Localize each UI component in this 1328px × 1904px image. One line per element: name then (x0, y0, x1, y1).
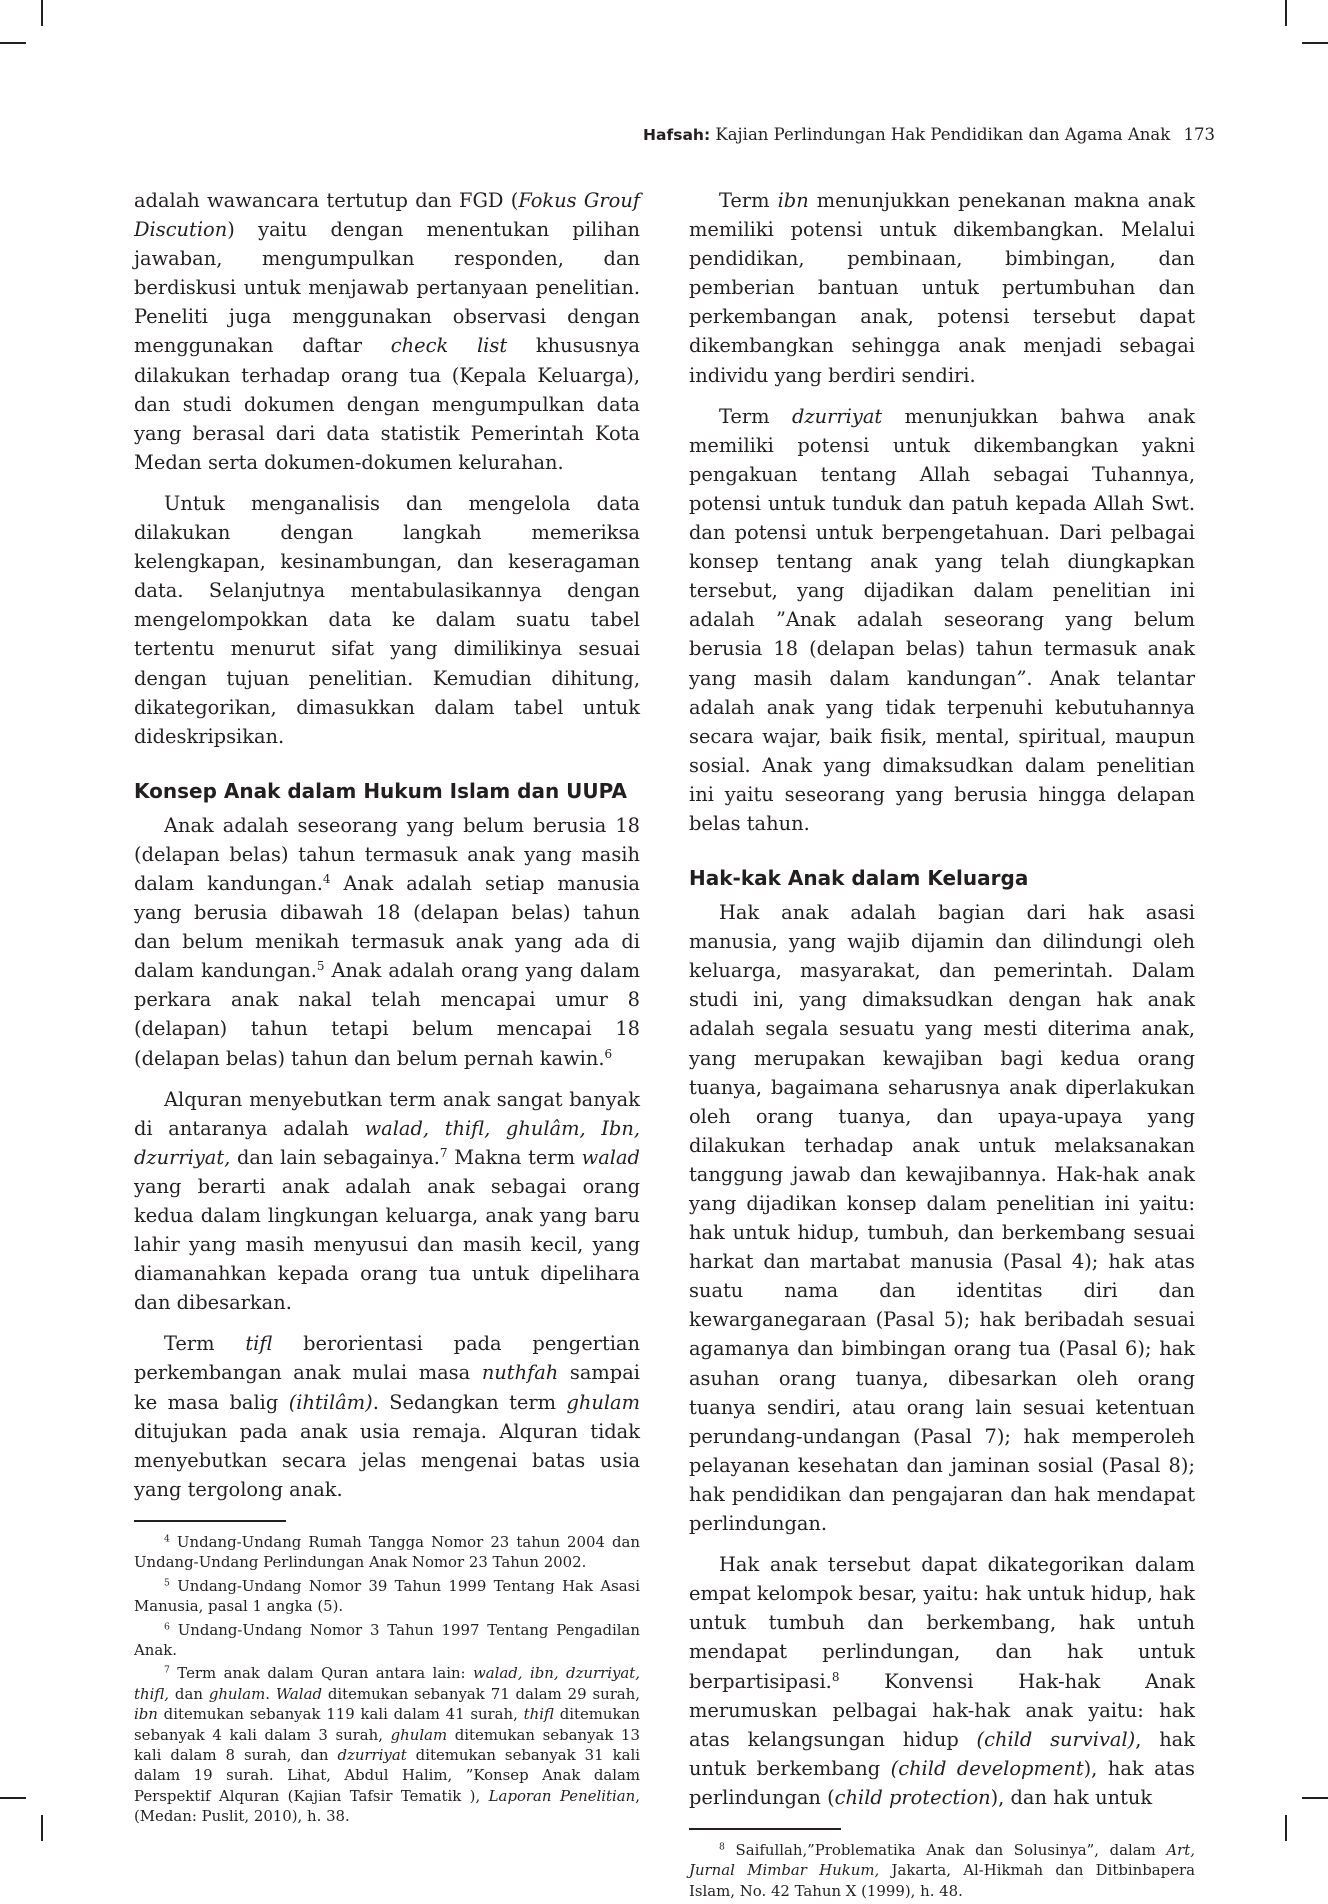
crop-mark (1302, 1797, 1328, 1799)
footnote-divider (134, 1520, 286, 1522)
paragraph: Untuk menganalisis dan mengelola data dilakukan dengan langkah memeriksa kelengkapan, kesinambungan, dan keseragaman data. Selanjutnya mentabulasikannya dengan mengelompokkan data ke dalam suatu tabel tertentu menurut sifat yang dimilikinya sesuai dengan tujuan penelitian. Kemudian dihitung, dikategorikan, dimasukkan dalam tabel untuk dideskripsikan. (134, 491, 640, 748)
paragraph: Term ibn menunjukkan penekanan makna anak memiliki potensi untuk dikembangkan. Melalui pendidikan, pembinaan, bimbingan, dan pemberian bantuan untuk pertumbuhan dan perkembangan anak, potensi tersebut dapat dikembangkan sehingga anak menjadi sebagai individu yang berdiri sendiri. (689, 189, 1195, 387)
running-header (643, 125, 1215, 144)
paragraph: Anak adalah seseorang yang belum berusia 18 (delapan belas) tahun termasuk anak yang masih dalam kandungan.$^4$ Anak adalah setiap manusia yang berusia dibawah 18 (delapan belas) tahun dan belum menikah termasuk anak yang ada di dalam kandungan.$^5$ Anak adalah orang yang dalam perkara anak nakal telah mencapai umur 8 (delapan) tahun tetapi belum mencapai 18 (delapan belas) tahun dan belum pernah kawin.$^6$ (134, 813, 640, 1070)
page-number: 173 (1183, 125, 1215, 144)
section-heading: Konsep Anak dalam Hukum Islam dan UUPA (134, 778, 627, 803)
paragraph: Hak anak adalah bagian dari hak asasi manusia, yang wajib dijamin dan dilindungi oleh keluarga, masyarakat, dan pemerintah. Dalam studi ini, yang dimaksudkan dengan hak anak adalah segala sesuatu yang mesti diterima anak, yang merupakan kewajiban bagi kedua orang tuanya, bagaimana seharusnya anak diperlakukan oleh orang tuanya, dan upaya-upaya yang dilakukan terhadap anak untuk melaksanakan tanggung jawab dan kewajibannya. Hak-hak anak yang dijadikan konsep dalam penelitian ini yaitu: hak untuk hidup, tumbuh, dan berkembang sesuai harkat dan martabat manusia (Pasal 4); hak atas suatu nama dan identitas diri dan kewarganegaraan (Pasal 5); hak beribadah sesuai agamanya dan bimbingan orang tua (Pasal 6); hak asuhan orang tuanya, dibesarkan oleh orang tuanya sendiri, atau orang lain sesuai ketentuan perundang-undangan (Pasal 7); hak memperoleh pelayanan kesehatan dan jaminan sosial (Pasal 8); hak pendidikan dan pengajaran dan hak mendapat perlindungan. (689, 901, 1195, 1536)
paragraph: Term dzurriyat menunjukkan bahwa anak memiliki potensi untuk dikembangkan yakni pengakuan tentang Allah sebagai Tuhannya, potensi untuk tunduk dan patuh kepada Allah Swt. dan potensi untuk berpengetahuan. Dari pelbagai konsep tentang anak yang telah diungkapkan tersebut, yang dijadikan dalam penelitian ini adalah ”Anak adalah seseorang yang belum berusia 18 (delapan belas) tahun termasuk anak yang masih dalam kandungan”. Anak telantar adalah anak yang tidak terpenuhi kebutuhannya secara wajar, baik fisik, mental, spiritual, maupun sosial. Anak yang dimaksudkan dalam penelitian ini yaitu seseorang yang berusia hingga delapan belas tahun. (689, 404, 1195, 835)
crop-mark (1285, 0, 1287, 26)
crop-mark (1285, 1815, 1287, 1841)
footnote-ref: 7 (439, 1145, 448, 1160)
footnote: $^6$ Undang-Undang Nomor 3 Tahun 1997 Tentang Pengadilan Anak. (134, 1620, 640, 1659)
footnote: $^4$ Undang-Undang Rumah Tangga Nomor 23 tahun 2004 dan Undang-Undang Perlindungan Anak Nomor 23 Tahun 2002. (134, 1532, 640, 1572)
paragraph: Hak anak tersebut dapat dikategorikan dalam empat kelompok besar, yaitu: hak untuk hidup, hak untuk tumbuh dan berkembang, hak untuh mendapat perlindungan, dan hak untuk berpartisipasi.$^8$ Konvensi Hak-hak Anak merumuskan pelbagai hak-hak anak yaitu: hak atas kelangsungan hidup (child survival), hak untuk berkembang (child development), hak atas perlindungan (child protection), dan hak untuk (689, 1553, 1195, 1809)
right-column (689, 186, 1195, 1904)
header-title: Kajian Perlindungan Hak Pendidikan dan Agama Anak (715, 125, 1171, 144)
crop-mark (41, 0, 43, 26)
footnote-divider (689, 1828, 841, 1830)
footnote-ref: 6 (604, 1046, 613, 1061)
footnote: $^8$ Saifullah,”Problematika Anak dan Solusinya”, dalam Art, Jurnal Mimbar Hukum, Jakarta, Al-Hikmah dan Ditbinbapera Islam, No. 42 Tahun X (1999), h. 48. (689, 1840, 1196, 1900)
left-column (134, 186, 640, 1830)
footnote-ref: 8 (831, 1669, 840, 1684)
crop-mark (0, 42, 26, 44)
crop-mark (0, 1797, 26, 1799)
section-heading: Hak-kak Anak dalam Keluarga (689, 866, 1029, 891)
footnote-ref: 5 (316, 959, 325, 974)
crop-mark (1302, 42, 1328, 44)
footnote: $^5$ Undang-Undang Nomor 39 Tahun 1999 Tentang Hak Asasi Manusia, pasal 1 angka (5). (134, 1576, 640, 1616)
paragraph: adalah wawancara tertutup dan FGD (Fokus Grouf Discution) yaitu dengan menentukan pilihan jawaban, mengumpulkan responden, dan berdiskusi untuk menjawab pertanyaan penelitian. Peneliti juga menggunakan observasi dengan menggunakan daftar check list khususnya dilakukan terhadap orang tua (Kepala Keluarga), dan studi dokumen dengan mengumpulkan data yang berasal dari data statistik Pemerintah Kota Medan serta dokumen-dokumen kelurahan. (134, 189, 640, 474)
crop-mark (41, 1815, 43, 1841)
footnote: $^7$ Term anak dalam Quran antara lain: walad, ibn, dzurriyat, thifl, dan ghulam. Walad ditemukan sebanyak 71 dalam 29 surah, ibn ditemukan sebanyak 119 kali dalam 41 surah, thifl ditemukan sebanyak 4 kali dalam 3 surah, ghulam ditemukan sebanyak 13 kali dalam 8 surah, dan dzurriyat ditemukan sebanyak 31 kali dalam 19 surah. Lihat, Abdul Halim, ”Konsep Anak dalam Perspektif Alquran (Kajian Tafsir Tematik ), Laporan Penelitian, (Medan: Puslit, 2010), h. 38. (134, 1664, 641, 1826)
footnote-ref: 4 (322, 871, 331, 886)
paragraph: Term tifl berorientasi pada pengertian perkembangan anak mulai masa nuthfah sampai ke masa balig (ihtilâm). Sedangkan term ghulam ditujukan pada anak usia remaja. Alquran tidak menyebutkan secara jelas mengenai batas usia yang tergolong anak. (134, 1332, 640, 1501)
paragraph: Alquran menyebutkan term anak sangat banyak di antaranya adalah walad, thifl, ghulâm, Ibn, dzurriyat, dan lain sebagainya.$^7$ Makna term walad yang berarti anak adalah anak sebagai orang kedua dalam lingkungan keluarga, anak yang baru lahir yang masih menyusui dan masih kecil, yang diamanahkan kepada orang tua untuk dipelihara dan dibesarkan. (134, 1087, 640, 1315)
header-author: Hafsah: (643, 126, 711, 144)
